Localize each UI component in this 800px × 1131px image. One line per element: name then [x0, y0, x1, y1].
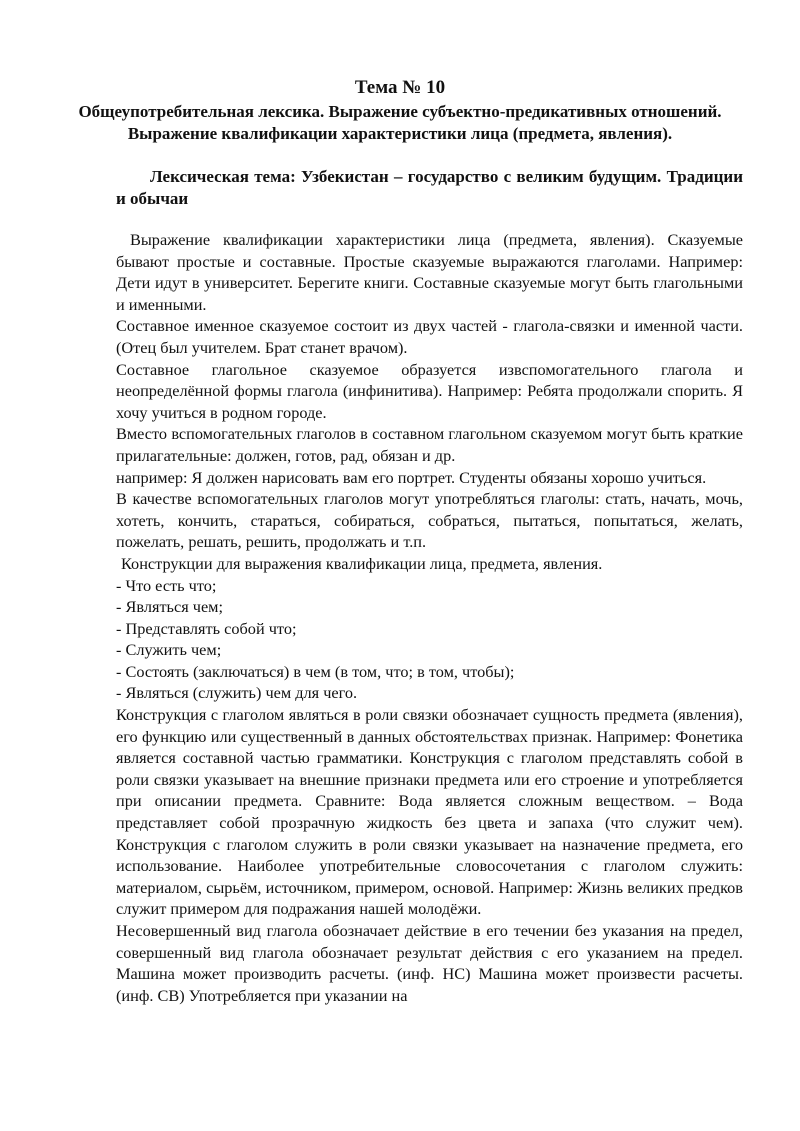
paragraph: Составное именное сказуемое состоит из двух частей - глагола-связки и именной части. (Отец был учителем. Брат станет врачом).	[116, 316, 743, 357]
page-subtitle: Общеупотребительная лексика. Выражение субъектно-предикативных отношений. Выражение квалификации характеристики лица (предмета, явления).	[78, 102, 722, 143]
paragraph: Конструкция с глаголом являться в роли связки обозначает сущность предмета (явления), его функцию или существенный в данных обстоятельствах признак. Например: Фонетика является составной частью грамматики. Конструкция с глаголом представлять собой в роли связки указывает на внешние признаки предмета или его строение и употребляется при описании предмета. Сравните: Вода является сложным веществом. – Вода представляет собой прозрачную жидкость без цвета и запаха (что служит чем). Конструкция с глаголом служить в роли связки указывает на назначение предмета, его использование. Наиболее употребительные словосочетания с глаголом служить: материалом, сырьём, источником, примером, основой. Например: Жизнь великих предков служит примером для подражания нашей молодёжи.	[116, 705, 743, 919]
list-item: - Представлять собой что;	[116, 618, 297, 638]
lexical-theme-heading: Лексическая тема: Узбекистан – государство с великим будущим. Традиции и обычаи	[116, 167, 743, 208]
page-title: Тема № 10	[354, 77, 446, 98]
paragraph: Составное глагольное сказуемое образуется извспомогательного глагола и неопределённой формы глагола (инфинитива). Например: Ребята продолжали спорить. Я хочу учиться в родном городе.	[116, 359, 743, 422]
paragraph: Выражение квалификации характеристики лица (предмета, явления). Сказуемые бывают простые и составные. Простые сказуемые выражаются глаголами. Например: Дети идут в университет. Берегите книги. Составные сказуемые могут быть глагольными и именными.	[116, 230, 743, 314]
list-item: - Состоять (заключаться) в чем (в том, что; в том, чтобы);	[116, 661, 515, 681]
paragraph: Несовершенный вид глагола обозначает действие в его течении без указания на предел, совершенный вид глагола обозначает результат действия с его указанием на предел. Машина может производить расчеты. (инф. НС) Машина может произвести расчеты. (инф. СВ) Употребляется при указании на	[116, 921, 743, 1005]
list-item: - Что есть что;	[116, 575, 217, 595]
paragraph: В качестве вспомогательных глаголов могут употребляться глаголы: стать, начать, мочь, хотеть, кончить, стараться, собираться, собраться, пытаться, попытаться, желать, пожелать, решать, решить, продолжать и т.п.	[116, 489, 743, 552]
paragraph: Вместо вспомогательных глаголов в составном глагольном сказуемом могут быть краткие прилагательные: должен, готов, рад, обязан и др.	[116, 424, 743, 465]
list-item: - Служить чем;	[116, 640, 222, 660]
body-text	[116, 229, 743, 1006]
list-item: - Являться чем;	[116, 597, 224, 617]
paragraph: Конструкции для выражения квалификации лица, предмета, явления.	[121, 553, 603, 573]
list-item: - Являться (служить) чем для чего.	[116, 683, 358, 703]
paragraph: например: Я должен нарисовать вам его портрет. Студенты обязаны хорошо учиться.	[116, 467, 707, 487]
